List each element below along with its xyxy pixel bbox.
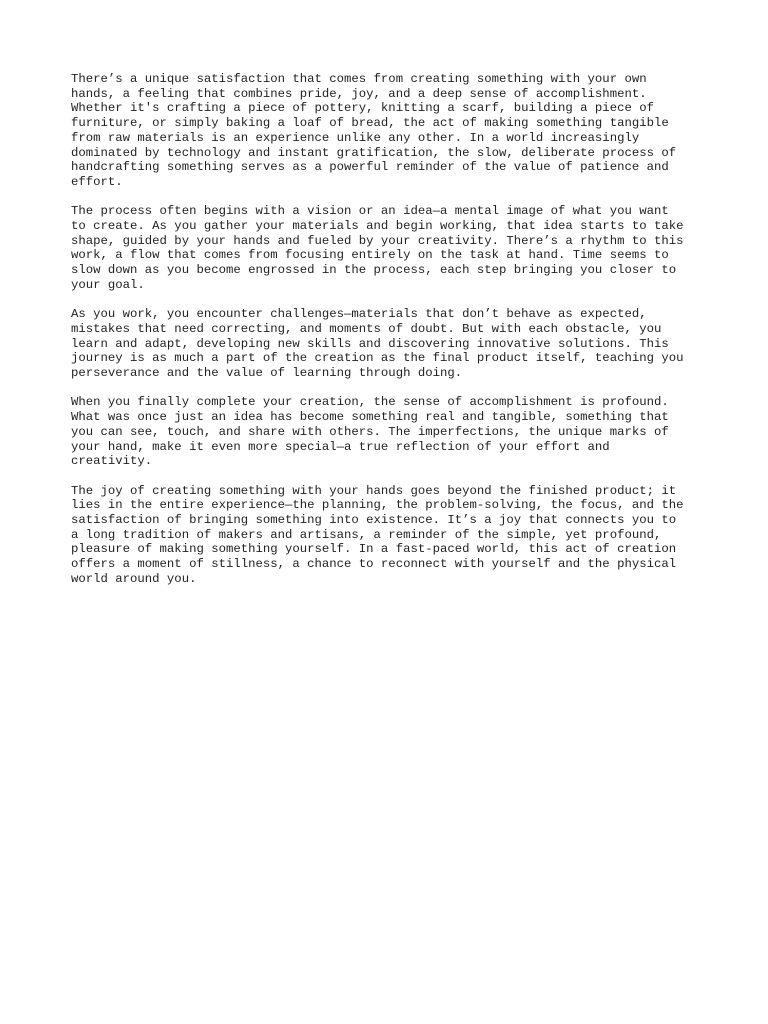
document-body [71, 72, 711, 587]
paragraph-3: As you work, you encounter challenges—materials that don’t behave as expected, mistakes that need correcting, and moments of doubt. But with each obstacle, you learn and adapt, developing new skills and discovering innovative solutions. This journey is as much a part of the creation as the final product itself, teaching you perseverance and the value of learning through doing. [71, 307, 684, 381]
paragraph-4: When you finally complete your creation, the sense of accomplishment is profound. What was once just an idea has become something real and tangible, something that you can see, touch, and share with others. The imperfections, the unique marks of your hand, make it even more special—a true reflection of your effort and creativity. [71, 395, 669, 469]
paragraph-2: The process often begins with a vision or an idea—a mental image of what you want to create. As you gather your materials and begin working, that idea starts to take shape, guided by your hands and fueled by your creativity. There’s a rhythm to this work, a flow that comes from focusing entirely on the task at hand. Time seems to slow down as you become engrossed in the process, each step bringing you closer to your goal. [71, 204, 684, 292]
paragraph-5: The joy of creating something with your hands goes beyond the finished product; it lies in the entire experience—the planning, the problem-solving, the focus, and the satisfaction of bringing something into existence. It’s a joy that connects you to a long tradition of makers and artisans, a reminder of the simple, yet profound, pleasure of making something yourself. In a fast-paced world, this act of creation offers a moment of stillness, a chance to reconnect with yourself and the physical world around you. [71, 483, 684, 586]
paragraph-1: There’s a unique satisfaction that comes from creating something with your own hands, a feeling that combines pride, joy, and a deep sense of accomplishment. Whether it's crafting a piece of pottery, knitting a scarf, building a piece of furniture, or simply baking a loaf of bread, the act of making something tangible from raw materials is an experience unlike any other. In a world increasingly dominated by technology and instant gratification, the slow, deliberate process of handcrafting something serves as a powerful reminder of the value of patience and effort. [71, 72, 677, 189]
